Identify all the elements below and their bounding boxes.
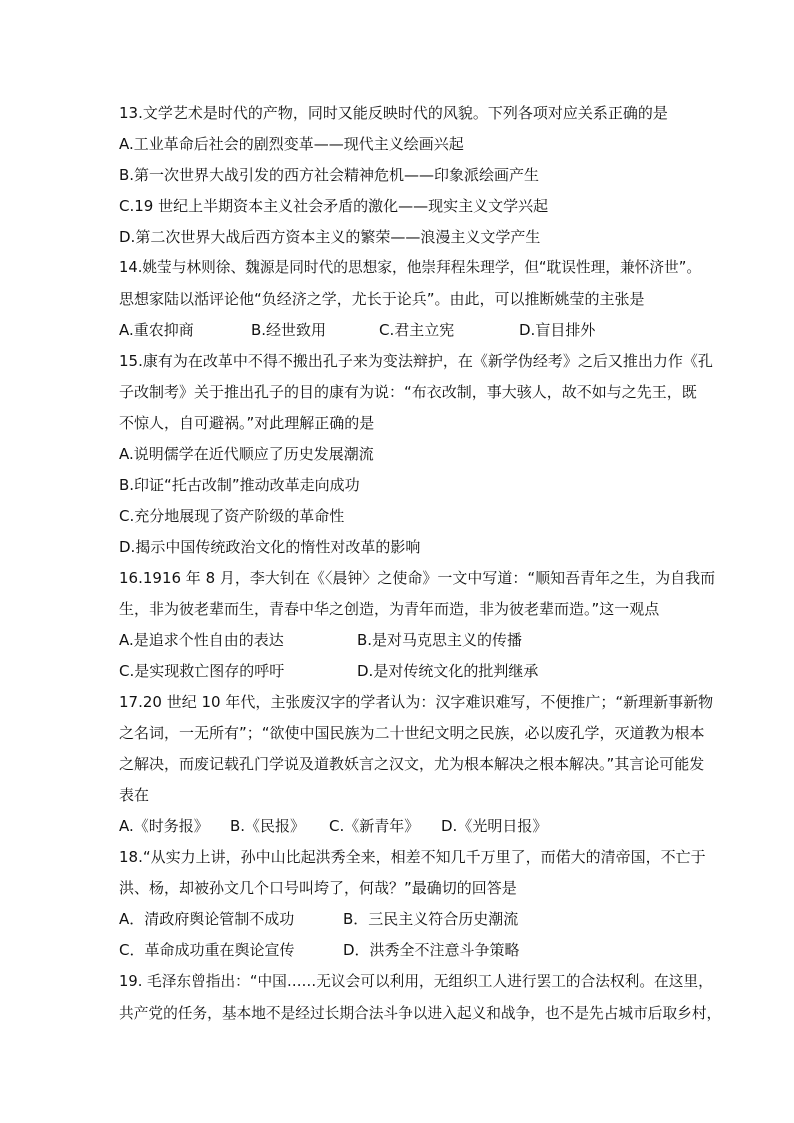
q13-option-c: C.19 世纪上半期资本主义社会矛盾的激化——现实主义文学兴起	[119, 197, 549, 215]
q16-option-b: B.是对马克思主义的传播	[357, 631, 523, 649]
q18-stem-line-2: 洪、杨，却被孙文几个口号叫垮了，何哉？”最确切的回答是	[119, 879, 517, 897]
q18-stem-line-1: 18.“从实力上讲，孙中山比起洪秀全来，相差不知几千万里了，而偌大的清帝国，不亡于	[119, 848, 706, 866]
q15-stem-line-1: 15.康有为在改革中不得不搬出孔子来为变法辩护，在《新学伪经考》之后又推出力作《孔	[119, 352, 713, 370]
q14-stem-line-2: 思想家陆以湉评论他“负经济之学，尤长于论兵”。由此，可以推断姚莹的主张是	[119, 290, 645, 308]
q14-stem-line-1: 14.姚莹与林则徐、魏源是同时代的思想家，他崇拜程朱理学，但“耽误性理，兼怀济世”。	[119, 259, 702, 276]
q13-stem: 13.文学艺术是时代的产物，同时又能反映时代的风貌。下列各项对应关系正确的是	[119, 104, 668, 122]
q15-option-d: D.揭示中国传统政治文化的惰性对改革的影响	[119, 538, 421, 556]
q17-option-c: C.《新青年》	[329, 817, 420, 835]
q19-stem-line-1: 19. 毛泽东曾指出：“中国……无议会可以利用，无组织工人进行罢工的合法权利。在这里，	[119, 973, 713, 990]
q15-stem-line-3: 不惊人，自可避祸。”对此理解正确的是	[119, 414, 375, 432]
q13-option-d: D.第二次世界大战后西方资本主义的繁荣——浪漫主义文学产生	[119, 228, 541, 246]
q14-option-a: A.重农抑商	[119, 321, 194, 339]
q13-option-a: A.工业革命后社会的剧烈变革——现代主义绘画兴起	[119, 135, 464, 153]
q19-stem-line-2: 共产党的任务，基本地不是经过长期合法斗争以进入起义和战争，也不是先占城市后取乡村，	[119, 1005, 722, 1022]
q17-stem-line-2: 之名词，一无所有”；“欲使中国民族为二十世纪文明之民族，必以废孔学，灭道教为根本	[119, 724, 705, 742]
q18-option-b: B．三民主义符合历史潮流	[343, 910, 519, 928]
q14-option-c: C.君主立宪	[379, 321, 455, 339]
q17-stem-line-4: 表在	[119, 786, 150, 804]
q16-stem-line-1: 16.1916 年 8 月，李大钊在《〈晨钟〉之使命》一文中写道：“顺知吾青年之生，为自我而	[119, 569, 716, 587]
q16-stem-line-2: 生，非为彼老辈而生，青春中华之创造，为青年而造，非为彼老辈而造。”这一观点	[119, 600, 660, 618]
q17-stem-line-1: 17.20 世纪 10 年代，主张废汉字的学者认为：汉字难识难写，不便推广；“新理新事新物	[119, 693, 714, 711]
q15-option-c: C.充分地展现了资产阶级的革命性	[119, 507, 345, 525]
q15-stem-line-2: 子改制考》关于推出孔子的目的康有为说：“布衣改制，事大骇人，故不如与之先王，既	[119, 383, 697, 401]
q17-stem-line-3: 之解决，而废记载孔门学说及道教妖言之汉文，尤为根本解决之根本解决。”其言论可能发	[119, 755, 705, 773]
q18-option-a: A．清政府舆论管制不成功	[119, 910, 295, 928]
q16-option-c: C.是实现救亡图存的呼吁	[119, 662, 285, 680]
q16-option-a: A.是追求个性自由的表达	[119, 631, 284, 649]
q15-option-b: B.印证“托古改制”推动改革走向成功	[119, 476, 360, 494]
q13-option-b: B.第一次世界大战引发的西方社会精神危机——印象派绘画产生	[119, 166, 540, 184]
q17-option-b: B.《民报》	[230, 817, 306, 835]
q18-option-c: C．革命成功重在舆论宣传	[119, 941, 295, 959]
q18-option-d: D．洪秀全不注意斗争策略	[343, 941, 520, 959]
q14-option-d: D.盲目排外	[519, 321, 596, 339]
q14-option-b: B.经世致用	[251, 321, 327, 339]
q17-option-a: A.《时务报》	[119, 817, 209, 835]
q16-option-d: D.是对传统文化的批判继承	[357, 662, 539, 680]
q17-option-d: D.《光明日报》	[441, 817, 548, 835]
q15-option-a: A.说明儒学在近代顺应了历史发展潮流	[119, 445, 374, 463]
